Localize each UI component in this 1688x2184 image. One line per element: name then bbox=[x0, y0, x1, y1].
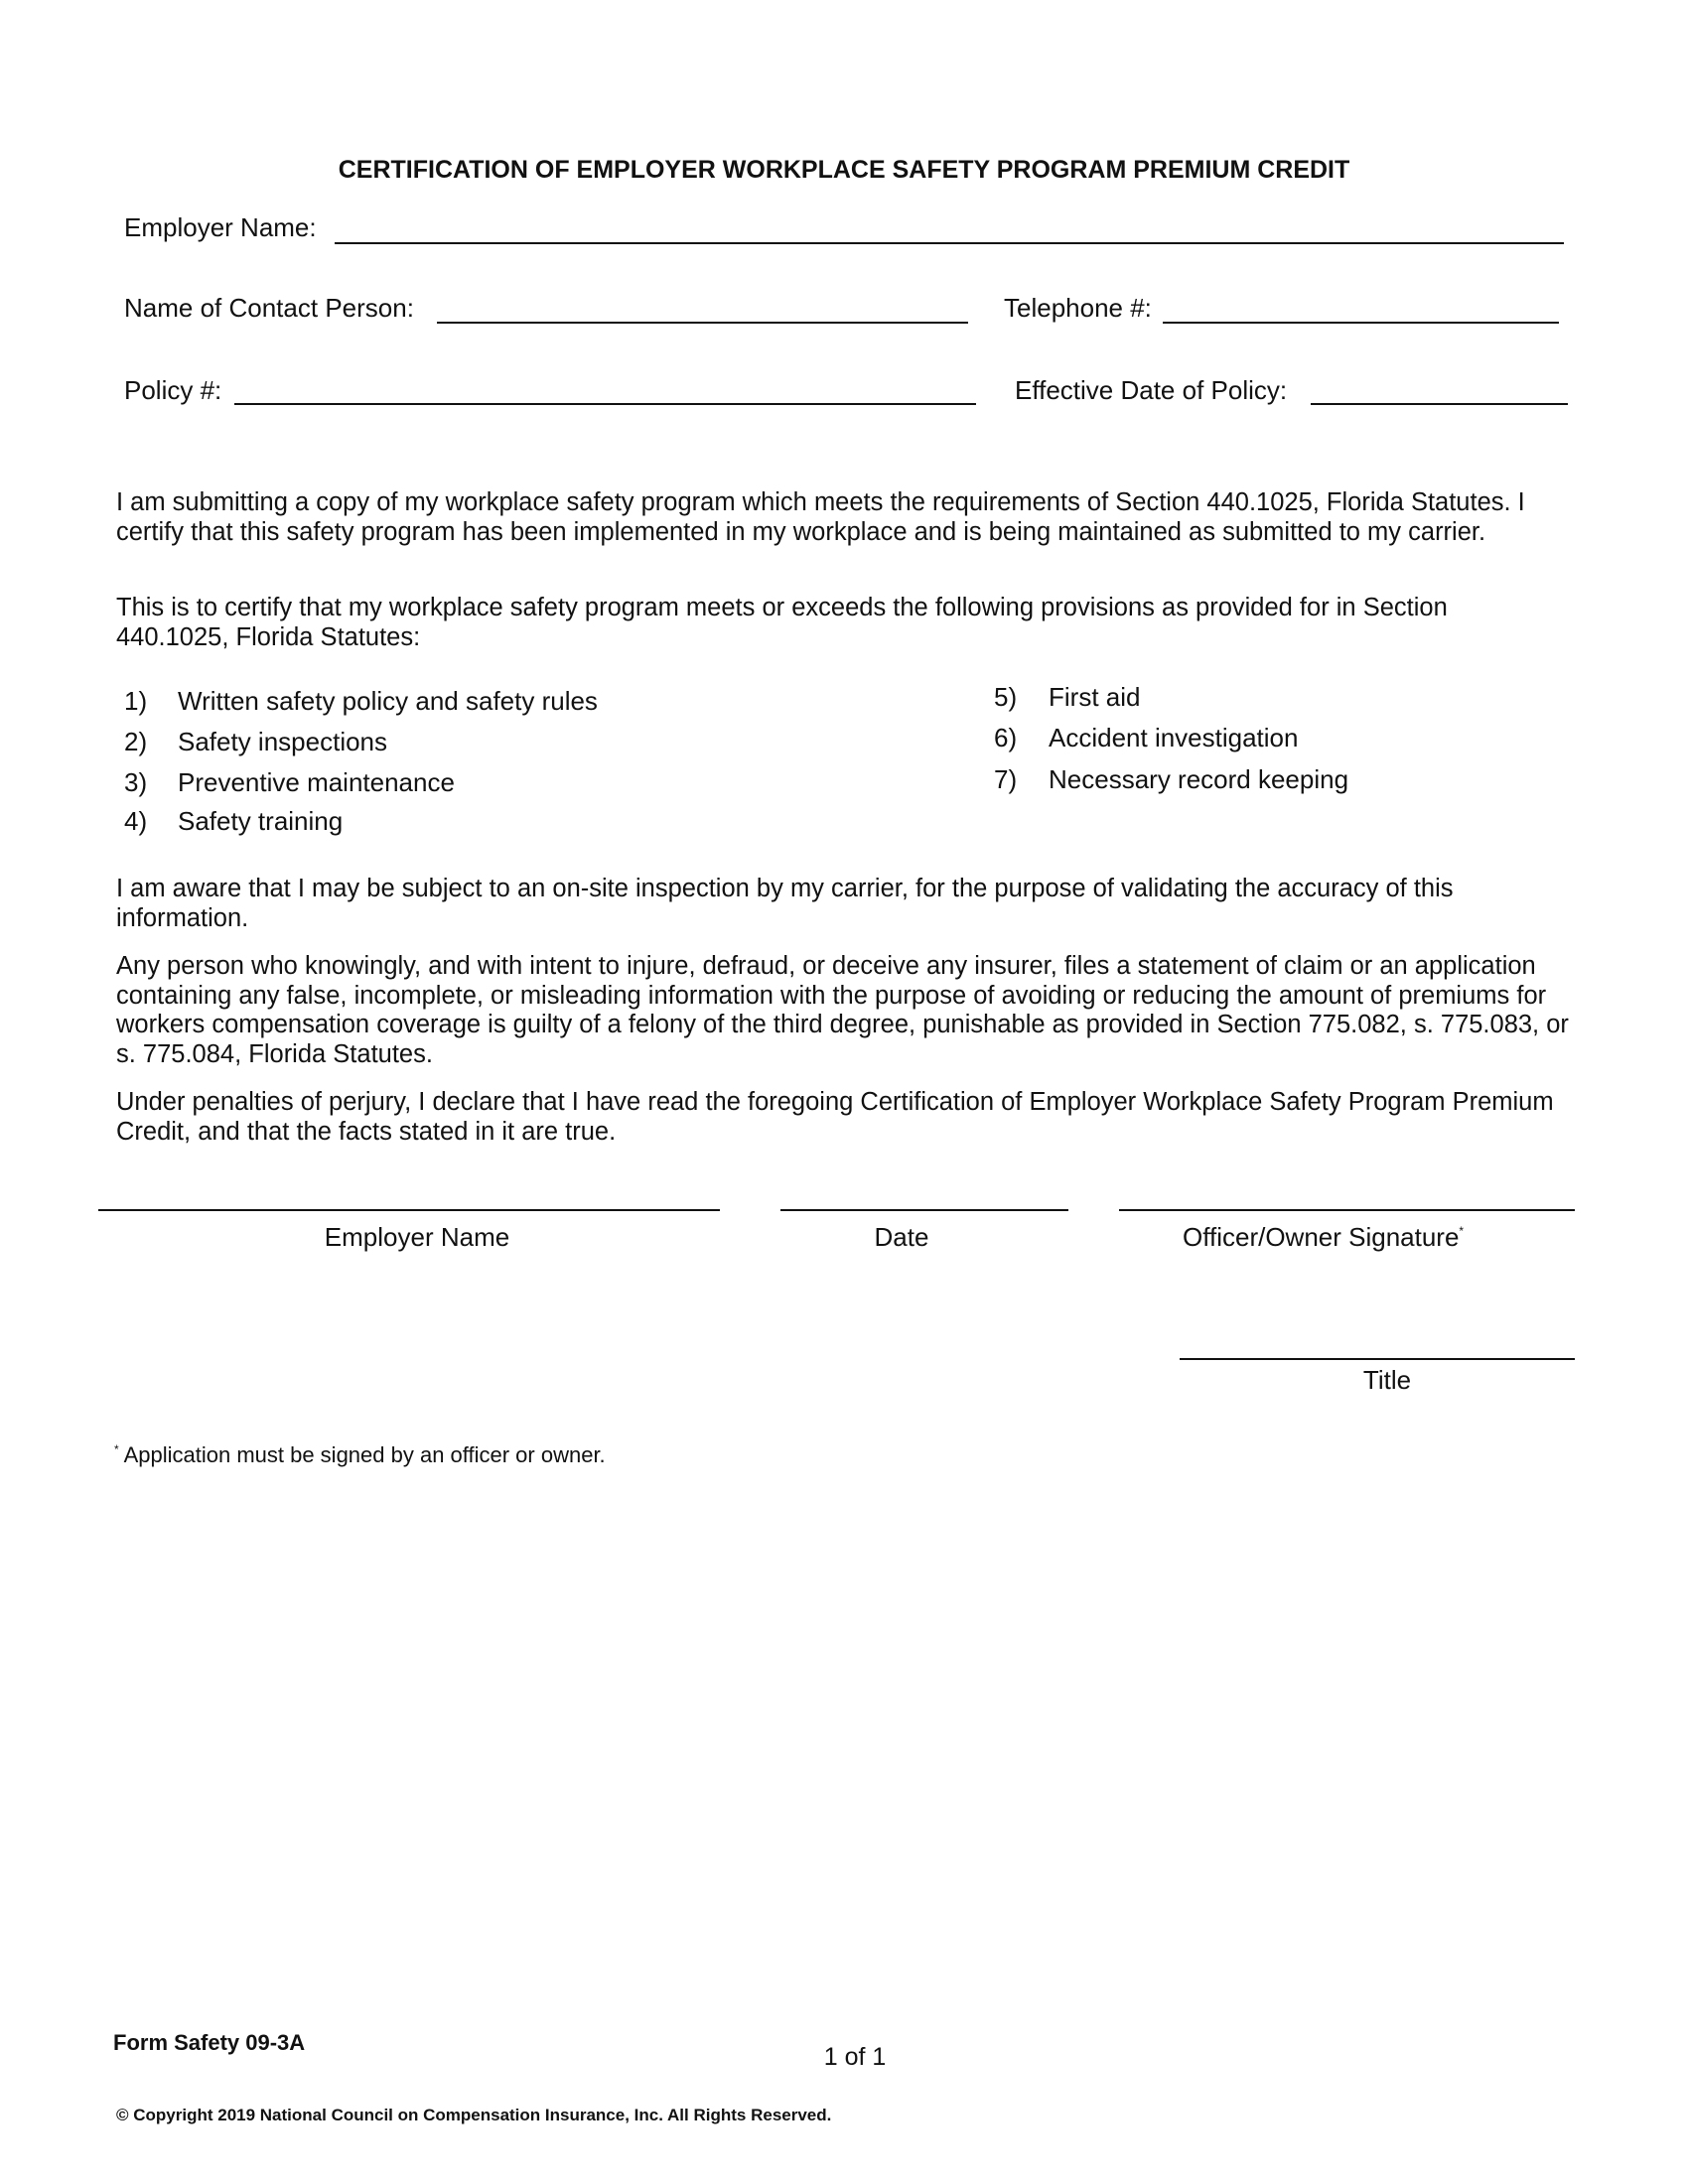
list-item: Safety inspections bbox=[178, 727, 388, 756]
date-signature-line[interactable] bbox=[780, 1209, 1068, 1211]
asterisk-marker: * bbox=[1459, 1224, 1465, 1238]
employer-name-label: Employer Name: bbox=[124, 212, 317, 242]
paragraph-perjury: Under penalties of perjury, I declare that I have read the foregoing Certification of Employer Workplace Safety Program Premium Credit, and that the facts stated in it are true. bbox=[116, 1088, 1554, 1146]
employer-name-caption: Employer Name bbox=[324, 1222, 510, 1252]
effective-date-field[interactable] bbox=[1311, 403, 1568, 405]
list-item-number: 4) bbox=[124, 806, 148, 836]
list-item-number: 1) bbox=[124, 686, 148, 716]
employer-name-field[interactable] bbox=[335, 242, 1564, 244]
policy-field[interactable] bbox=[234, 403, 976, 405]
date-caption: Date bbox=[874, 1222, 929, 1252]
list-item-number: 3) bbox=[124, 767, 148, 797]
list-item-number: 2) bbox=[124, 727, 148, 756]
form-id: Form Safety 09-3A bbox=[113, 2030, 306, 2055]
asterisk-marker: * bbox=[114, 1442, 119, 1456]
list-item-number: 6) bbox=[994, 723, 1018, 752]
contact-person-field[interactable] bbox=[437, 322, 968, 324]
title-signature-line[interactable] bbox=[1180, 1358, 1575, 1360]
list-item: First aid bbox=[1049, 682, 1141, 712]
telephone-label: Telephone #: bbox=[1004, 293, 1152, 323]
title-caption: Title bbox=[1362, 1365, 1412, 1395]
officer-signature-text: Officer/Owner Signature bbox=[1183, 1222, 1460, 1252]
officer-signature-line[interactable] bbox=[1119, 1209, 1575, 1211]
paragraph-certify: This is to certify that my workplace safety program meets or exceeds the following provisions as provided for in Section 440.1025, Florida Statutes: bbox=[116, 594, 1448, 651]
list-item: Safety training bbox=[178, 806, 344, 836]
list-item: Preventive maintenance bbox=[178, 767, 455, 797]
paragraph-inspection: I am aware that I may be subject to an on-site inspection by my carrier, for the purpose of validating the accuracy of this information. bbox=[116, 875, 1454, 932]
policy-label: Policy #: bbox=[124, 375, 222, 405]
form-title: CERTIFICATION OF EMPLOYER WORKPLACE SAFETY PROGRAM PREMIUM CREDIT bbox=[338, 156, 1350, 184]
telephone-field[interactable] bbox=[1163, 322, 1559, 324]
list-item: Necessary record keeping bbox=[1049, 764, 1349, 794]
list-item-number: 7) bbox=[994, 764, 1018, 794]
list-item-number: 5) bbox=[994, 682, 1018, 712]
officer-signature-caption bbox=[1183, 1222, 1464, 1252]
footnote-text: Application must be signed by an officer or owner. bbox=[123, 1442, 606, 1467]
footnote bbox=[114, 1440, 606, 1470]
paragraph-fraud-warning: Any person who knowingly, and with intent to injure, defraud, or deceive any insurer, files a statement of claim or an application containing any false, incomplete, or misleading information with the purpose of avoiding or reducing the amount of premiums for workers compensation coverage is guilty of a felony of the third degree, punishable as provided in Section 775.082, s. 775.083, or s. 775.084, Florida Statutes. bbox=[116, 952, 1569, 1068]
paragraph-submission: I am submitting a copy of my workplace safety program which meets the requirements of Section 440.1025, Florida Statutes. I certify that this safety program has been implemented in my workplace and is being maintained as submitted to my carrier. bbox=[116, 488, 1525, 546]
page-number: 1 of 1 bbox=[823, 2043, 887, 2071]
effective-date-label: Effective Date of Policy: bbox=[1015, 375, 1288, 405]
contact-person-label: Name of Contact Person: bbox=[124, 293, 414, 323]
copyright: © Copyright 2019 National Council on Compensation Insurance, Inc. All Rights Reserved. bbox=[116, 2106, 832, 2124]
employer-name-signature-line[interactable] bbox=[98, 1209, 720, 1211]
list-item: Written safety policy and safety rules bbox=[178, 686, 598, 716]
list-item: Accident investigation bbox=[1049, 723, 1299, 752]
